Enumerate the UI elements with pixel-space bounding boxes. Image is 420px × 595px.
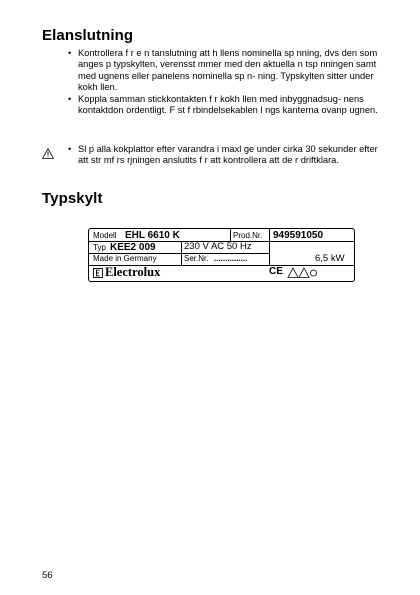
plate-divider (269, 229, 270, 241)
bullet-icon: • (68, 144, 72, 154)
sernr-label: Ser.Nr. (184, 254, 209, 263)
modell-value: EHL 6610 K (125, 230, 180, 241)
warning-item (68, 144, 388, 167)
sernr-value: ............... (214, 254, 248, 263)
prodnr-value: 949591050 (273, 230, 324, 241)
section-title-typskylt: Typskylt (42, 190, 103, 207)
warning-triangle-icon (42, 148, 54, 159)
section-title-elanslutning: Elanslutning (42, 27, 134, 44)
list-item-text: Koppla samman stickkontakten f r kokh llen med inbyggnadsug- nens kontaktdon ordentligt. F st f rbindelsekablen l ngs kanterna ovanp ugnen. (78, 94, 378, 116)
power-value: 6,5 kW (315, 253, 345, 264)
modell-label: Modell (93, 231, 117, 240)
electrolux-logo-icon (93, 268, 103, 278)
typ-label: Typ (93, 243, 106, 252)
voltage-value: 230 V AC 50 Hz (184, 241, 252, 252)
plate-divider (230, 229, 231, 241)
list-item (68, 48, 388, 93)
bullet-icon: • (68, 48, 72, 58)
made-in-label: Made in Germany (93, 254, 157, 263)
typ-value: KEE2 009 (110, 242, 156, 253)
plate-divider (269, 241, 270, 265)
page-number: 56 (42, 570, 53, 581)
warning-list (68, 144, 388, 168)
plate-divider (181, 241, 182, 265)
list-item-text: Kontrollera f r e n tanslutning att h llens nominella sp nning, dvs den som anges p typskylten, verensst mmer med den aktuella n tsp nningen samt med ugnens eller panelens nominella sp n- ning. Typskylten sitter under kokh llen. (78, 48, 378, 92)
type-plate (88, 228, 355, 282)
warning-text: Sl p alla kokplattor efter varandra i maxl ge under cirka 30 sekunder efter att str mf rs rjningen anslutits f r att kontrollera att de r driftklara. (78, 144, 378, 166)
list-item (68, 94, 388, 117)
brand-name: Electrolux (105, 265, 161, 279)
prodnr-label: Prod.Nr. (233, 231, 263, 240)
certification-marks-icon (287, 267, 317, 279)
ce-mark-icon: CE (269, 266, 283, 277)
bullet-icon: • (68, 94, 72, 105)
elanslutning-list (68, 48, 388, 118)
